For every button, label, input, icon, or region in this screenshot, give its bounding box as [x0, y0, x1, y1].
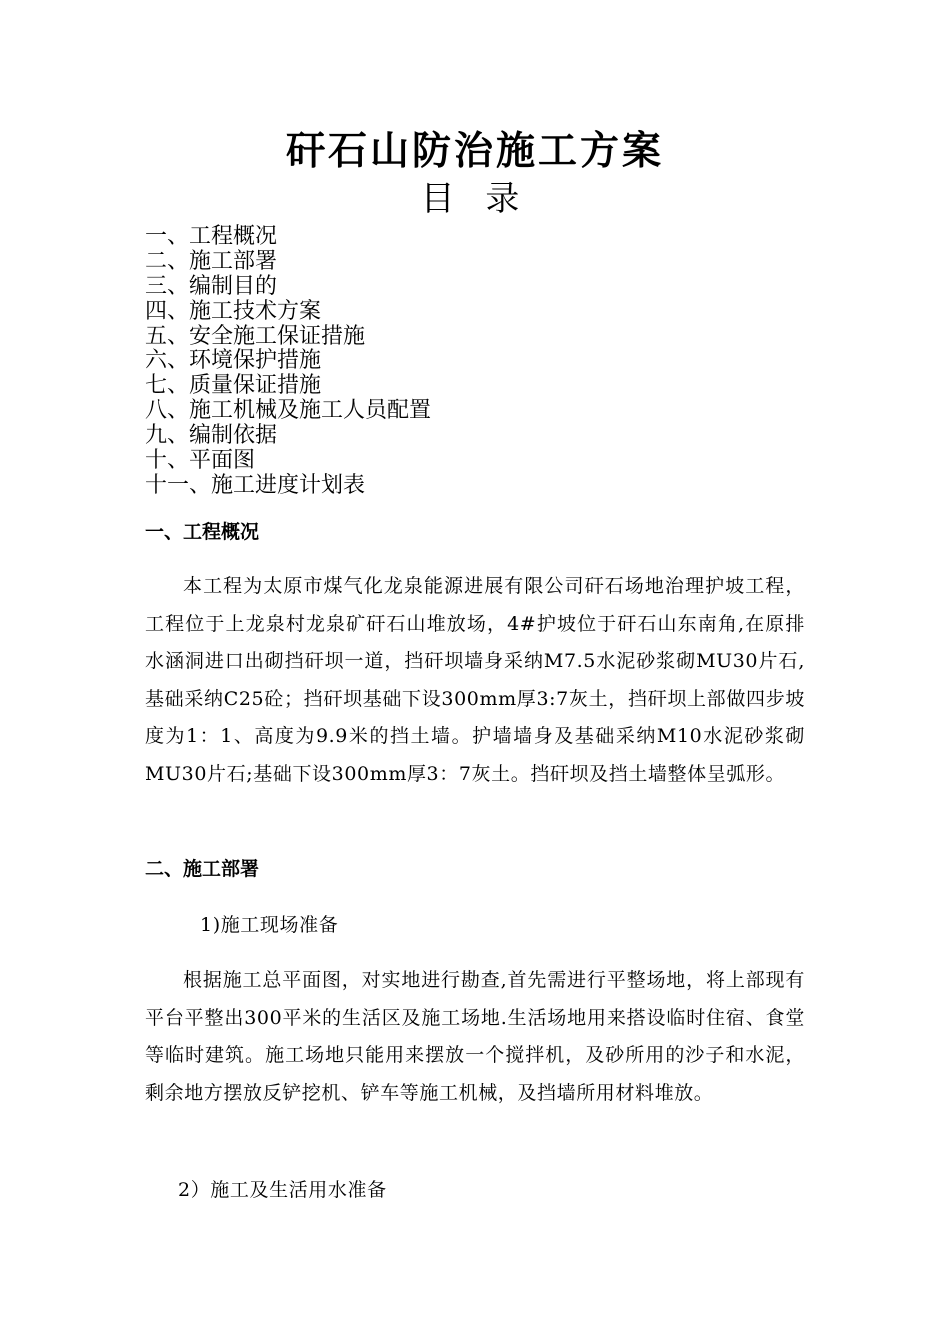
document-title: 矸石山防治施工方案 — [285, 128, 664, 174]
subheading-water-preparation: 2）施工及生活用水准备 — [178, 1179, 387, 1201]
toc-item: 一、工程概况 — [145, 224, 278, 249]
toc-title: 目 录 — [420, 179, 530, 219]
section-heading-construction-deployment: 二、施工部署 — [145, 858, 260, 880]
section-heading-project-overview: 一、工程概况 — [145, 521, 260, 543]
toc-item: 十一、施工进度计划表 — [145, 472, 366, 498]
site-preparation-paragraph: 根据施工总平面图，对实地进行勘查,首先需进行平整场地，将上部现有平台平整出300平米的生活区及施工场地.生活场地用来搭设临时住宿、食堂等临时建筑。施工场地只能用来摆放一个搅拌机，及砂所用的沙子和水泥，剩余地方摆放反铲挖机、铲车等施工机械，及挡墙所用材料堆放。 — [145, 969, 805, 1104]
toc-item: 七、质量保证措施 — [145, 373, 322, 399]
toc-item: 五、安全施工保证措施 — [145, 323, 366, 349]
toc-item: 九、编制依据 — [145, 423, 278, 449]
toc-item: 二、施工部署 — [145, 248, 278, 274]
table-of-contents — [145, 225, 431, 499]
toc-item: 三、编制目的 — [145, 273, 278, 299]
toc-item: 十、平面图 — [145, 448, 256, 474]
toc-item: 八、施工机械及施工人员配置 — [145, 398, 432, 424]
toc-item: 四、施工技术方案 — [145, 298, 322, 324]
project-overview-paragraph: 本工程为太原市煤气化龙泉能源进展有限公司矸石场地治理护坡工程，工程位于上龙泉村龙泉矿矸石山堆放场，4#护坡位于矸石山东南角,在原排水涵洞进口出砌挡矸坝一道，挡矸坝墙身采纳M7.5水泥砂浆砌MU30片石,基础采纳C25砼；挡矸坝基础下设300mm厚3:7灰土，挡矸坝上部做四步坡度为1：1、高度为9.9米的挡土墙。护墙墙身及基础采纳M10水泥砂浆砌MU30片石;基础下设300mm厚3：7灰土。挡矸坝及挡土墙整体呈弧形。 — [145, 575, 805, 785]
toc-item: 六、环境保护措施 — [145, 348, 322, 374]
subheading-site-preparation: 1)施工现场准备 — [200, 914, 339, 936]
